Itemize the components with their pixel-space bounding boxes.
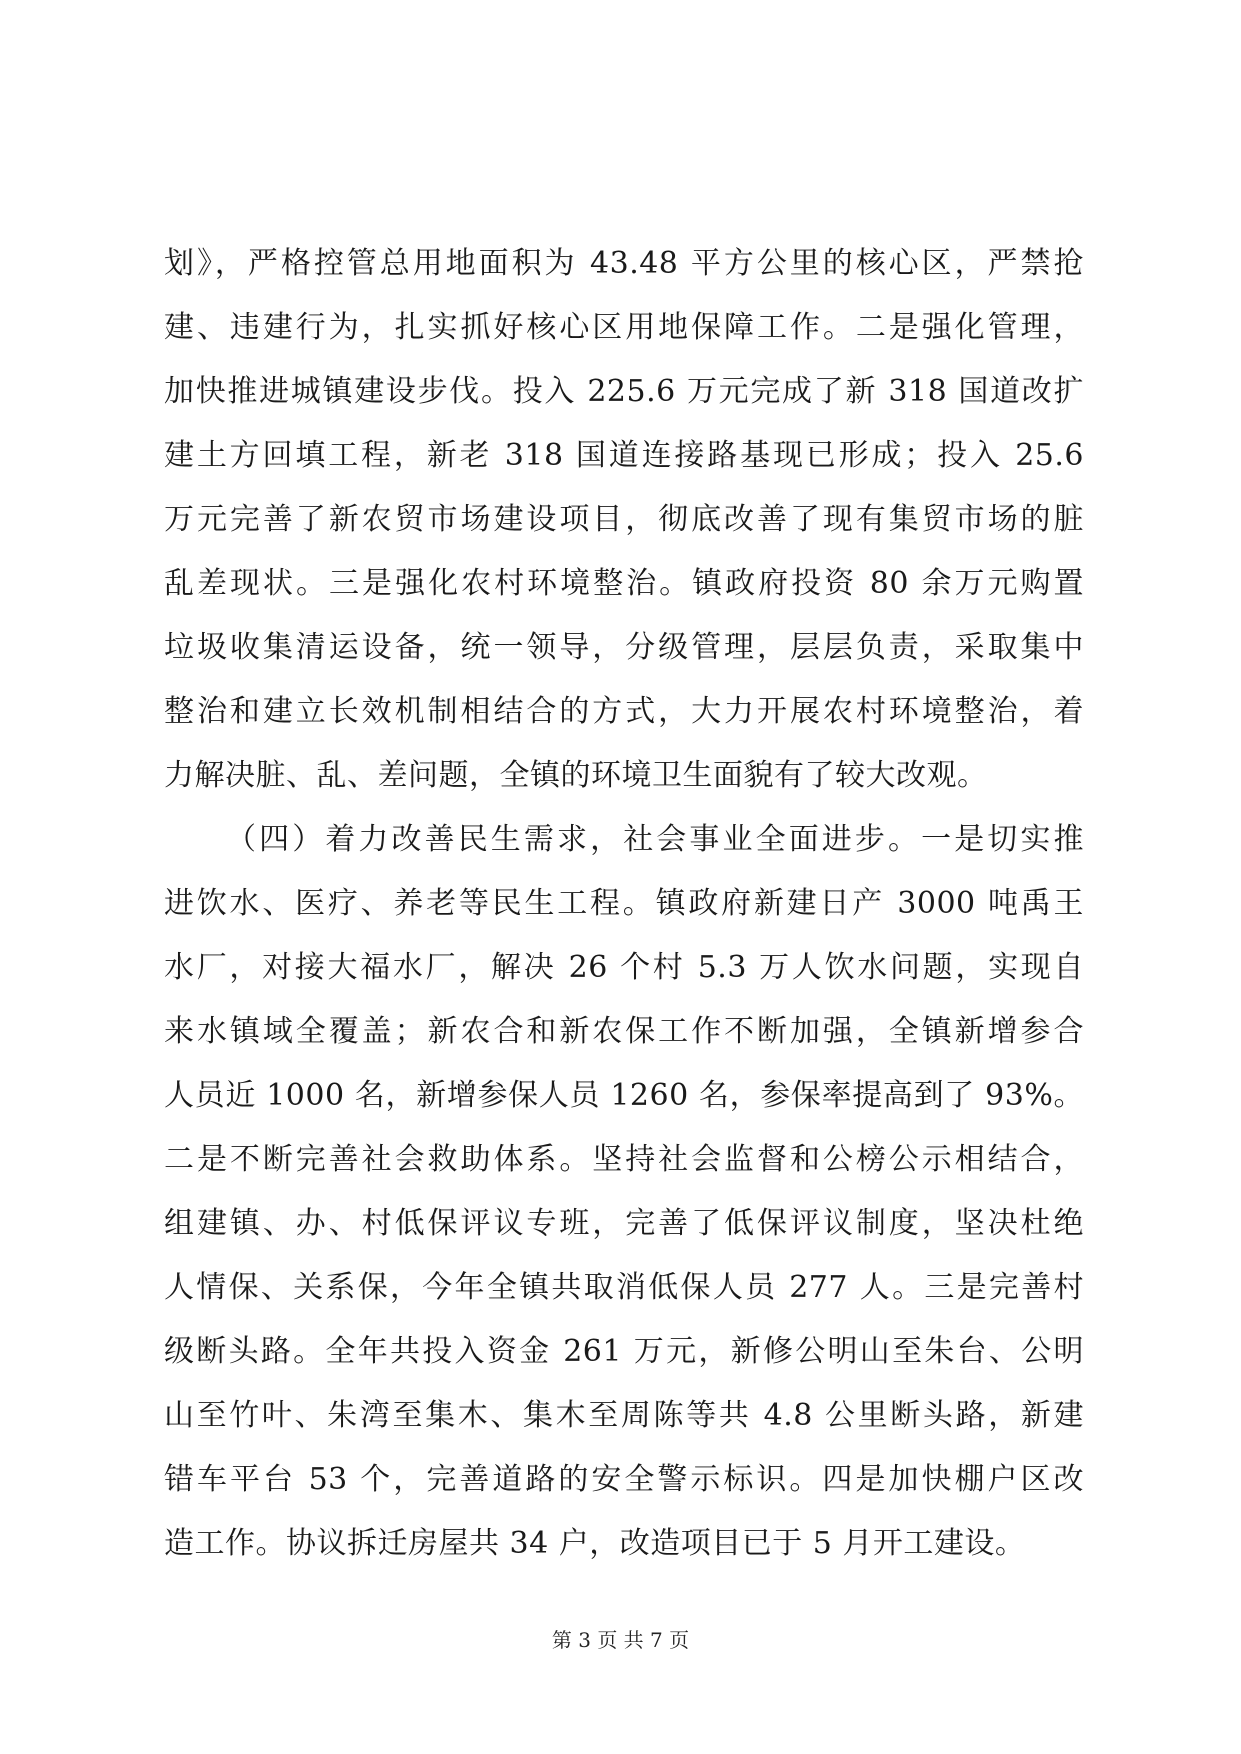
text-line-17: 人情保、关系保，今年全镇共取消低保人员 277 人。三是完善村 [164, 1270, 1084, 1305]
text-line-5: 万元完善了新农贸市场建设项目，彻底改善了现有集贸市场的脏 [164, 502, 1084, 537]
text-line-2: 建、违建行为，扎实抓好核心区用地保障工作。二是强化管理， [164, 310, 1084, 345]
text-line-4: 建土方回填工程，新老 318 国道连接路基现已形成；投入 25.6 [164, 438, 1084, 473]
text-line-1: 划》，严格控管总用地面积为 43.48 平方公里的核心区，严禁抢 [164, 246, 1084, 281]
text-line-6: 乱差现状。三是强化农村环境整治。镇政府投资 80 余万元购置 [164, 566, 1084, 601]
text-line-8: 整治和建立长效机制相结合的方式，大力开展农村环境整治，着 [164, 694, 1084, 729]
text-line-7: 垃圾收集清运设备，统一领导，分级管理，层层负责，采取集中 [164, 630, 1084, 665]
text-line-10: （四）着力改善民生需求，社会事业全面进步。一是切实推 [226, 822, 1084, 857]
text-line-15: 二是不断完善社会救助体系。坚持社会监督和公榜公示相结合， [164, 1142, 1084, 1177]
body-text [164, 232, 1084, 1576]
text-line-20: 错车平台 53 个，完善道路的安全警示标识。四是加快棚户区改 [164, 1462, 1084, 1497]
text-line-19: 山至竹叶、朱湾至集木、集木至周陈等共 4.8 公里断头路，新建 [164, 1398, 1084, 1433]
text-line-14: 人员近 1000 名，新增参保人员 1260 名，参保率提高到了 93%。 [164, 1078, 1084, 1113]
text-line-18: 级断头路。全年共投入资金 261 万元，新修公明山至朱台、公明 [164, 1334, 1084, 1369]
text-line-3: 加快推进城镇建设步伐。投入 225.6 万元完成了新 318 国道改扩 [164, 374, 1084, 409]
text-line-12: 水厂，对接大福水厂，解决 26 个村 5.3 万人饮水问题，实现自 [164, 950, 1084, 985]
text-line-16: 组建镇、办、村低保评议专班，完善了低保评议制度，坚决杜绝 [164, 1206, 1084, 1241]
text-line-9: 力解决脏、乱、差问题，全镇的环境卫生面貌有了较大改观。 [164, 758, 988, 793]
text-line-13: 来水镇域全覆盖；新农合和新农保工作不断加强，全镇新增参合 [164, 1014, 1084, 1049]
page-number-footer: 第 3 页 共 7 页 [551, 1628, 690, 1652]
text-line-11: 进饮水、医疗、养老等民生工程。镇政府新建日产 3000 吨禹王 [164, 886, 1084, 921]
text-line-21: 造工作。协议拆迁房屋共 34 户，改造项目已于 5 月开工建设。 [164, 1526, 1026, 1561]
